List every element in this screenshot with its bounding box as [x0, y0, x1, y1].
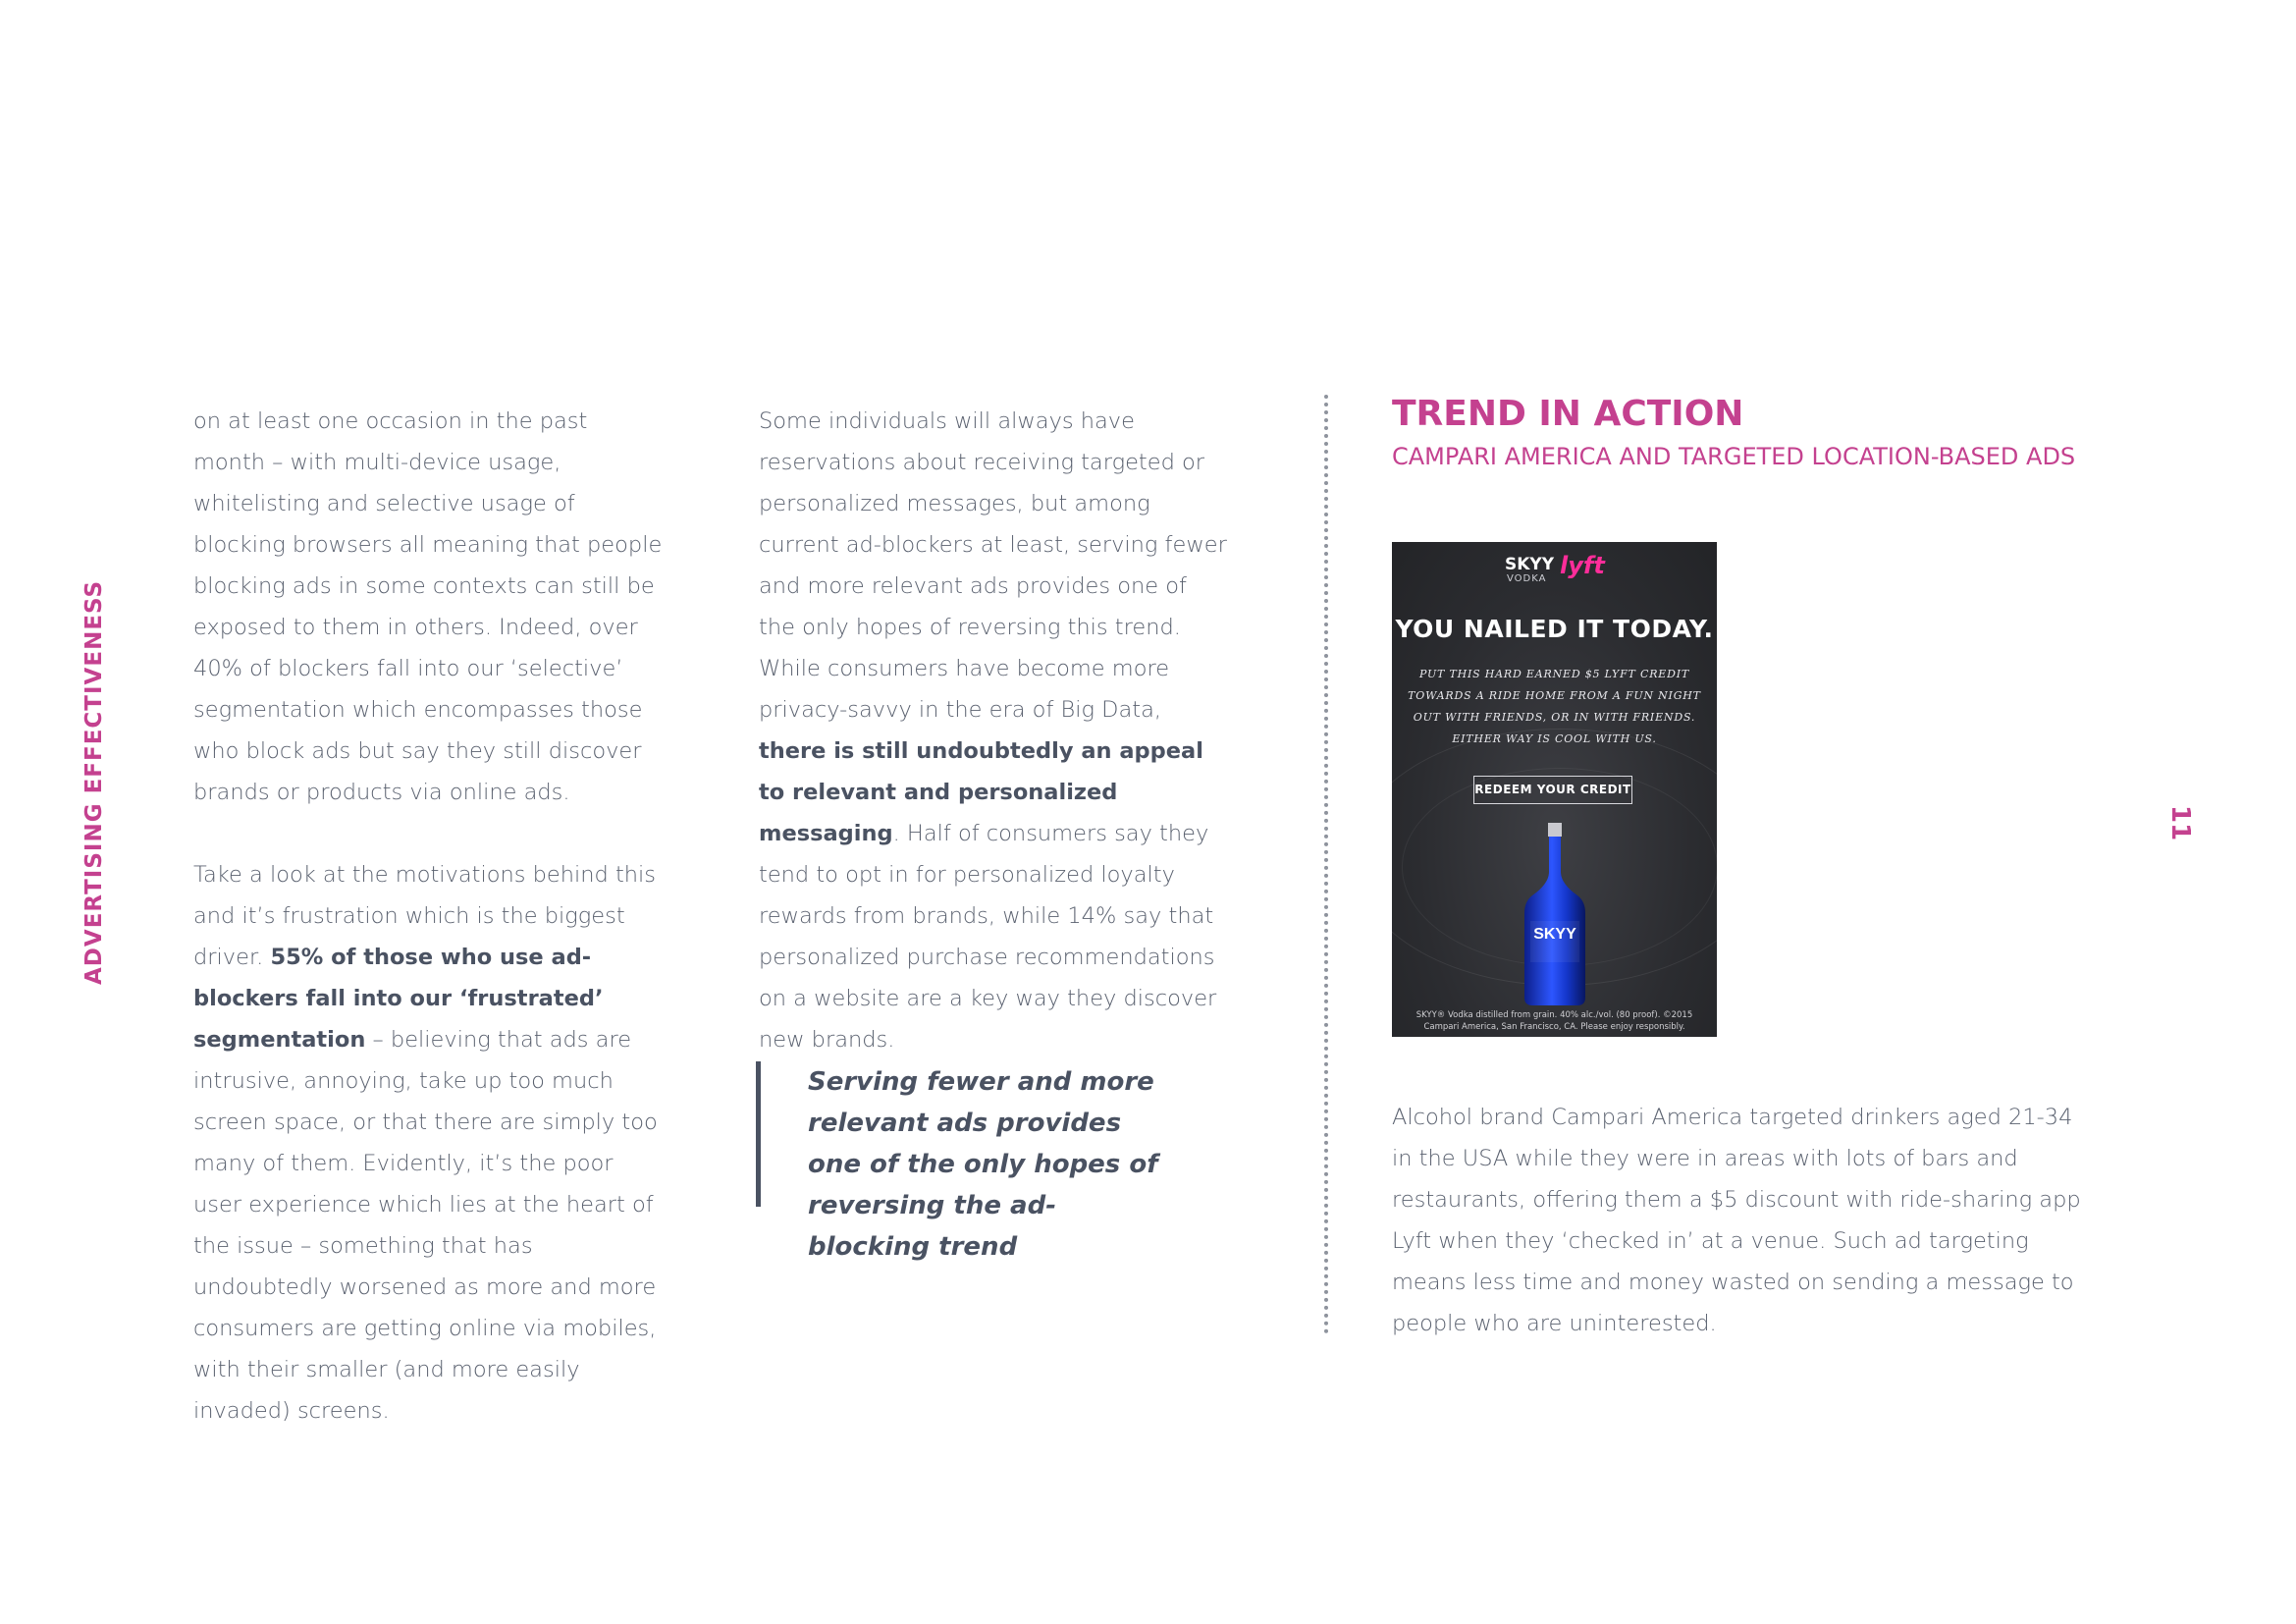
- paragraph-text: . Half of consumers say they tend to opt in for personalized loyalty rewards from brands, while 14% say that personalized purchase recommendations on a website are a key way they discover new brands.: [759, 821, 1217, 1053]
- paragraph-text: – believing that ads are intrusive, annoying, take up too much screen space, or that there are simply too many of them. Evidently, it’s the poor user experience which lies at the heart of the issue – something that has undoubtedly worsened as more and more consumers are getting online via mobiles, with their smaller (and more easily invaded) screens.: [193, 1027, 658, 1424]
- bottle-label: SKYY: [1533, 926, 1576, 943]
- vodka-bottle-icon: [1521, 823, 1589, 1005]
- fine-print-line: SKYY® Vodka distilled from grain. 40% alc./vol. (80 proof). ©2015: [1415, 1010, 1693, 1020]
- ad-headline: YOU NAILED IT TODAY.: [1395, 615, 1714, 643]
- page-number: 11: [2165, 805, 2195, 841]
- section-side-label: ADVERTISING EFFECTIVENESS: [81, 579, 107, 985]
- paragraph-highlight: there is still undoubtedly an appeal to relevant and personalized messaging: [759, 738, 1203, 846]
- pull-quote: [756, 1061, 1173, 1262]
- paragraph-text: Take a look at the motivations behind this and it’s frustration which is the biggest driver.: [193, 862, 656, 970]
- fine-print-line: Campari America, San Francisco, CA. Please enjoy responsibly.: [1423, 1022, 1685, 1032]
- trend-subtitle: CAMPARI AMERICA AND TARGETED LOCATION-BASED ADS: [1392, 443, 2076, 470]
- ad-body: PUT THIS HARD EARNED $5 LYFT CREDIT TOWARDS A RIDE HOME FROM A FUN NIGHT OUT WITH FRIENDS, OR IN WITH FRIENDS. EITHER WAY IS COOL WITH US.: [1408, 668, 1701, 745]
- column-divider: [1324, 395, 1328, 1334]
- paragraph: [193, 854, 665, 1432]
- lyft-logo: lyft: [1560, 552, 1605, 579]
- paragraph: [759, 401, 1230, 1060]
- ad-image: [1392, 542, 1717, 1037]
- pull-quote-text: Serving fewer and more relevant ads provides one of the only hopes of reversing the ad-blocking trend: [808, 1067, 1158, 1262]
- ad-logos: [1392, 552, 1717, 591]
- body-column-right: [1392, 1097, 2099, 1344]
- ad-fine-print: [1392, 1009, 1717, 1033]
- skyy-logo: SKYY: [1505, 555, 1555, 574]
- redeem-button: REDEEM YOUR CREDIT: [1473, 776, 1632, 804]
- body-column-left: [193, 401, 665, 1432]
- trend-title: TREND IN ACTION: [1392, 394, 1744, 434]
- paragraph-text: Some individuals will always have reservations about receiving targeted or personalized messages, but among current ad-blockers at least, serving fewer and more relevant ads provides one of the only hopes of reversing this trend. While consumers have become more privacy-savvy in the era of Big Data,: [759, 408, 1227, 723]
- paragraph: Alcohol brand Campari America targeted drinkers aged 21-34 in the USA while they were in areas with lots of bars and restaurants, offering them a $5 discount with ride-sharing app Lyft when they ‘checked in’ at a venue. Such ad targeting means less time and money wasted on sending a message to people who are uninterested.: [1392, 1105, 2081, 1336]
- paragraph: on at least one occasion in the past month – with multi-device usage, whitelisting and selective usage of blocking browsers all meaning that people blocking ads in some contexts can still be exposed to them in others. Indeed, over 40% of blockers fall into our ‘selective’ segmentation which encompasses those who block ads but say they still discover brands or products via online ads.: [193, 408, 663, 805]
- skyy-logo-sub: VODKA: [1507, 573, 1547, 584]
- paragraph-highlight: 55% of those who use ad-blockers fall into our ‘frustrated’ segmentation: [193, 945, 604, 1053]
- body-column-middle: [759, 401, 1230, 1060]
